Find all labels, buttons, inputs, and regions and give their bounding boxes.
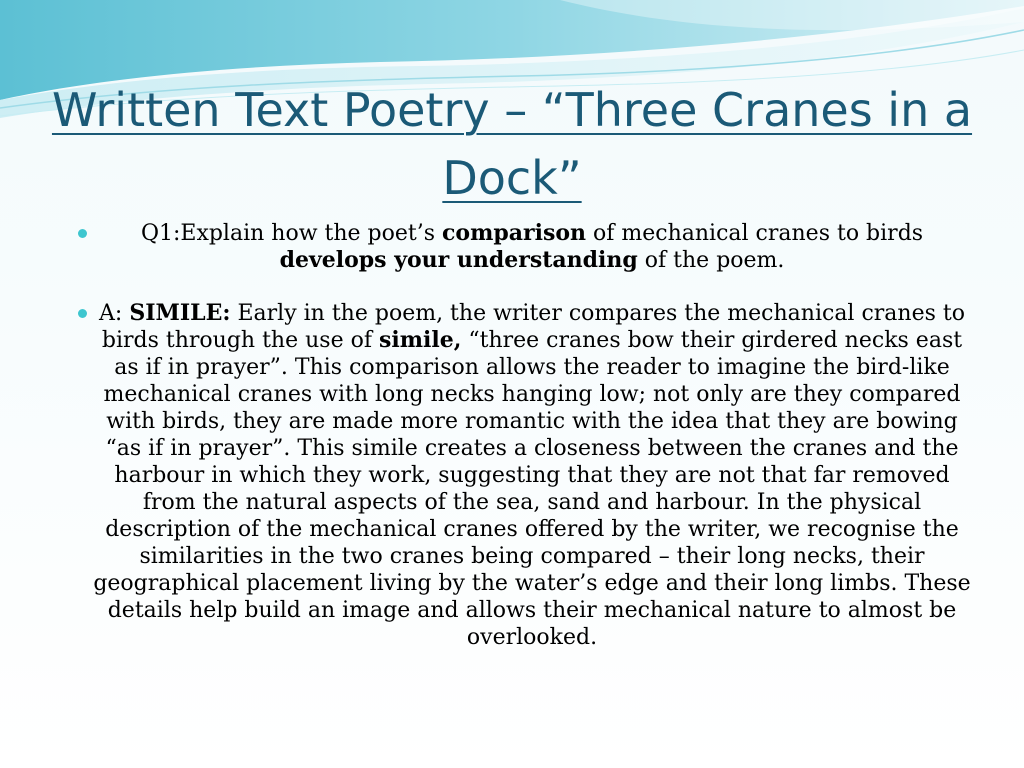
answer-bullet: [76, 300, 976, 651]
answer-emphasis: simile,: [378, 327, 462, 353]
bullet-list: [76, 220, 976, 677]
bullet-dot-icon: [78, 309, 87, 318]
question-part: of mechanical cranes to birds: [586, 221, 924, 246]
bullet-dot-icon: [78, 229, 87, 238]
answer-text: [76, 300, 976, 651]
slide-title: Written Text Poetry – “Three Cranes in a Dock”: [51, 83, 973, 205]
question-emphasis: develops your understanding: [279, 247, 638, 273]
answer-part: Early in the poem, the writer compares the mechanical cranes to birds through the use of: [101, 301, 965, 353]
question-part: Q1:Explain how the poet’s: [140, 221, 443, 246]
question-emphasis: comparison: [442, 220, 587, 246]
answer-emphasis: SIMILE:: [129, 300, 231, 326]
answer-part: A:: [99, 301, 130, 326]
question-part: of the poem.: [637, 248, 785, 273]
question-bullet: [76, 220, 976, 274]
question-text: [76, 220, 976, 274]
answer-part: “three cranes bow their girdered necks east as if in prayer”. This comparison allows the reader to imagine the bird-like mechanical cranes with long necks hanging low; not only are they compared with birds, they are made more romantic with the idea that they are bowing “as if in prayer”. This simile creates a closeness between the cranes and the harbour in which they work, suggesting that they are not that far removed from the natural aspects of the sea, sand and harbour. In the physical description of the mechanical cranes offered by the writer, we recognise the similarities in the two cranes being compared – their long necks, their geographical placement living by the water’s edge and their long limbs. These details help build an image and allows their mechanical nature to almost be overlooked.: [93, 328, 971, 650]
